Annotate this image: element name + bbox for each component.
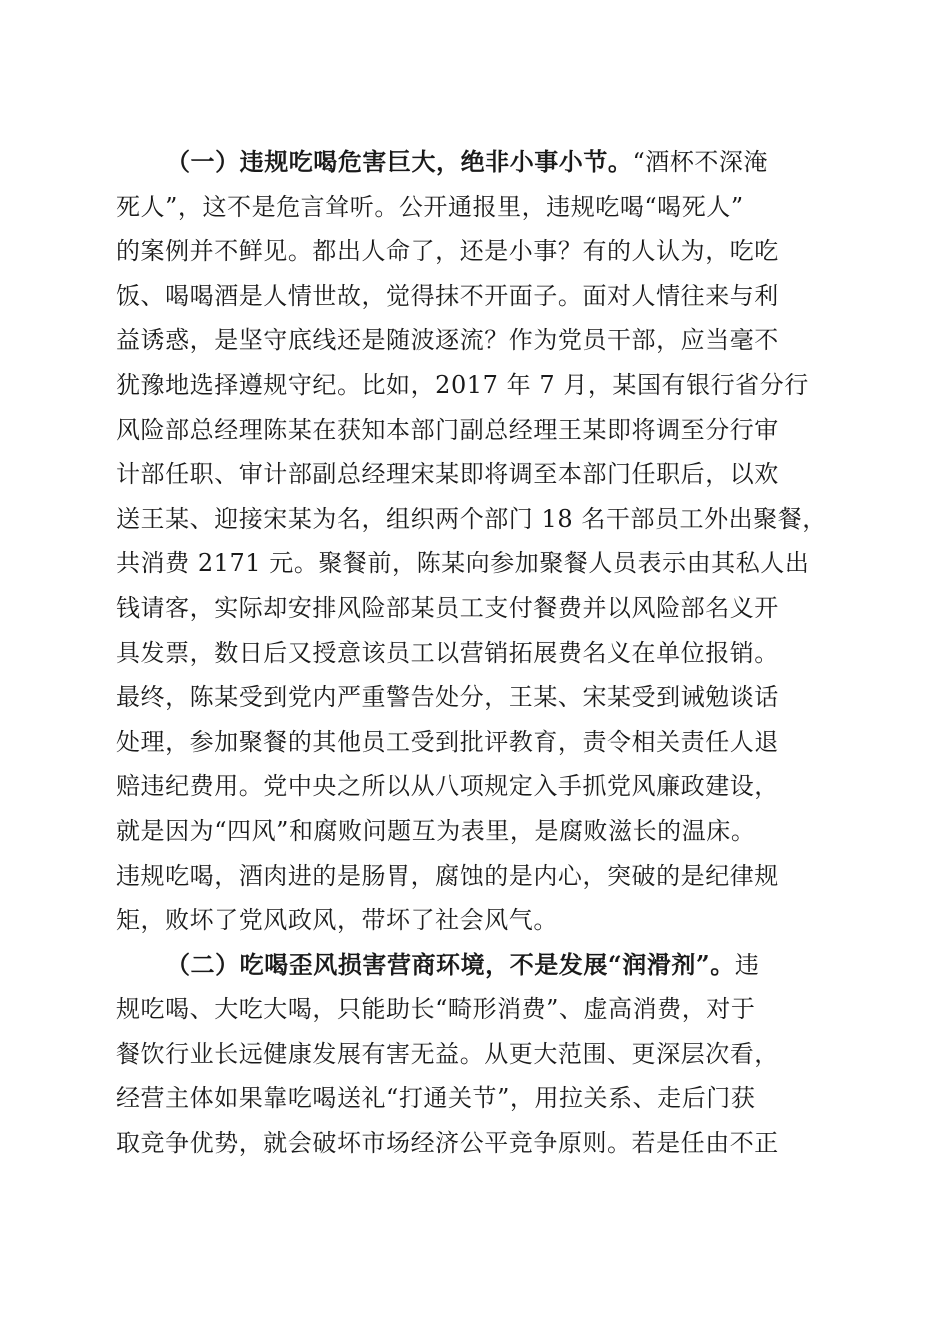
paragraph-line: 餐饮行业长远健康发展有害无益。从更大范围、更深层次看， [116,1039,779,1068]
paragraph-1-heading: （一）违规吃喝危害巨大，绝非小事小节。 [166,147,633,176]
paragraph-line: 益诱惑，是坚守底线还是随波逐流？作为党员干部，应当毫不 [116,326,779,355]
paragraph-line: 风险部总经理陈某在获知本部门副总经理王某即将调至分行审 [116,415,779,444]
paragraph-line: 共消费 2171 元。聚餐前，陈某向参加聚餐人员表示由其私人出 [116,549,810,578]
paragraph-line: 死人”，这不是危言耸听。公开通报里，违规吃喝“喝死人” [116,192,744,221]
paragraph-2-heading: （二）吃喝歪风损害营商环境，不是发展“润滑剂”。 [166,949,735,979]
paragraph-line: 就是因为“四风”和腐败问题互为表里，是腐败滋长的温床。 [116,816,756,845]
paragraph-line: 赔违纪费用。党中央之所以从八项规定入手抓党风廉政建设， [116,772,779,801]
paragraph-line: 犹豫地选择遵规守纪。比如，2017 年 7 月，某国有银行省分行 [116,370,809,399]
paragraph-line: 送王某、迎接宋某为名，组织两个部门 18 名干部员工外出聚餐， [116,504,827,533]
paragraph-line: 经营主体如果靠吃喝送礼“打通关节”，用拉关系、走后门获 [116,1084,756,1113]
paragraph-2-text: 违 [734,950,760,979]
paragraph-1-text: “酒杯不深淹 [632,148,769,176]
paragraph-line: 的案例并不鲜见。都出人命了，还是小事？有的人认为，吃吃 [116,237,779,266]
paragraph-1-line-1 [116,140,826,185]
paragraph-line: 钱请客，实际却安排风险部某员工支付餐费并以风险部名义开 [116,593,779,622]
paragraph-line: 具发票，数日后又授意该员工以营销拓展费名义在单位报销。 [116,638,779,667]
paragraph-line: 取竞争优势，就会破坏市场经济公平竞争原则。若是任由不正 [116,1129,779,1158]
paragraph-line: 处理，参加聚餐的其他员工受到批评教育，责令相关责任人退 [116,727,779,756]
paragraph-line: 计部任职、审计部副总经理宋某即将调至本部门任职后，以欢 [116,460,779,489]
body-text [116,140,826,1166]
paragraph-line: 规吃喝、大吃大喝，只能助长“畸形消费”、虚高消费，对于 [116,995,756,1024]
paragraph-line: 饭、喝喝酒是人情世故，觉得抹不开面子。面对人情往来与利 [116,281,779,310]
paragraph-line: 违规吃喝，酒肉进的是肠胃，腐蚀的是内心，突破的是纪律规 [116,861,779,890]
paragraph-2-line-1 [116,943,826,988]
paragraph-line: 最终，陈某受到党内严重警告处分，王某、宋某受到诫勉谈话 [116,683,779,712]
paragraph-line: 矩，败坏了党风政风，带坏了社会风气。 [116,906,558,935]
